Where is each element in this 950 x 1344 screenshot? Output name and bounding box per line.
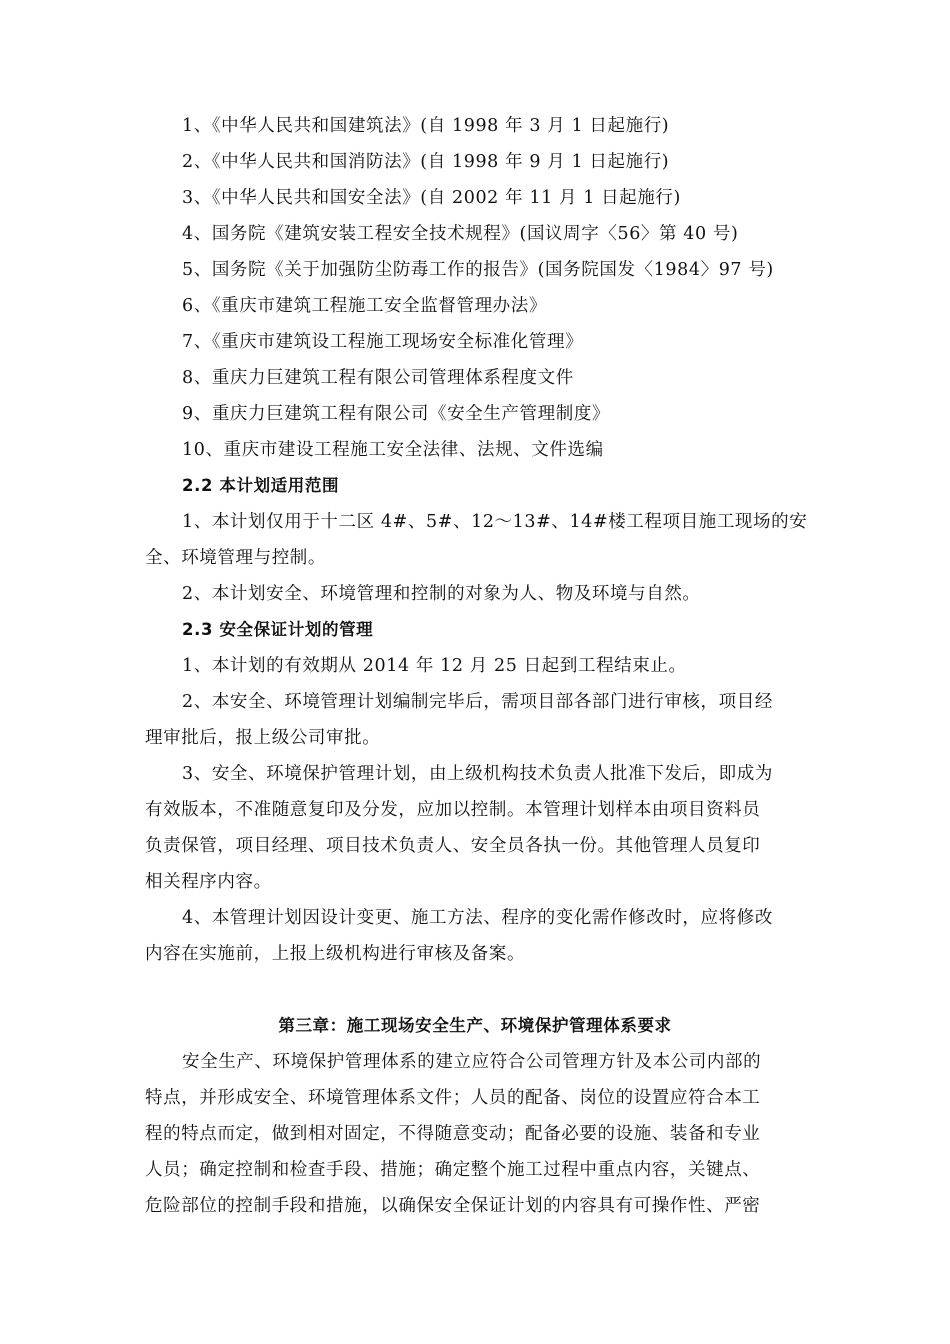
list-item: 6、《重庆市建筑工程施工安全监督管理办法》 [182, 296, 547, 316]
paragraph-line: 危险部位的控制手段和措施，以确保安全保证计划的内容具有可操作性、严密 [145, 1196, 761, 1216]
paragraph-line: 内容在实施前，上报上级机构进行审核及备案。 [145, 944, 526, 964]
paragraph-line: 程的特点而定，做到相对固定，不得随意变动；配备必要的设施、装备和专业 [145, 1124, 761, 1144]
paragraph-line: 2、本计划安全、环境管理和控制的对象为人、物及环境与自然。 [182, 584, 701, 604]
paragraph-line: 1、本计划仅用于十二区 4#、5#、12～13#、14#楼工程项目施工现场的安 [182, 512, 808, 532]
paragraph-line: 1、本计划的有效期从 2014 年 12 月 25 日起到工程结束止。 [182, 656, 687, 676]
list-item: 7、《重庆市建筑设工程施工现场安全标准化管理》 [182, 332, 584, 352]
section-heading: 2.3 安全保证计划的管理 [182, 620, 374, 639]
list-item: 10、重庆市建设工程施工安全法律、法规、文件选编 [182, 440, 604, 460]
list-item: 8、重庆力巨建筑工程有限公司管理体系程度文件 [182, 368, 574, 388]
paragraph-line: 全、环境管理与控制。 [145, 548, 326, 568]
paragraph-line: 4、本管理计划因设计变更、施工方法、程序的变化需作修改时，应将修改 [182, 908, 773, 928]
paragraph-line: 2、本安全、环境管理计划编制完毕后，需项目部各部门进行审核，项目经 [182, 692, 773, 712]
list-item: 5、国务院《关于加强防尘防毒工作的报告》(国务院国发〈1984〉97 号) [182, 260, 774, 280]
list-item: 9、重庆力巨建筑工程有限公司《安全生产管理制度》 [182, 404, 611, 424]
paragraph-line: 人员；确定控制和检查手段、措施；确定整个施工过程中重点内容，关键点、 [145, 1160, 761, 1180]
paragraph-line: 负责保管，项目经理、项目技术负责人、安全员各执一份。其他管理人员复印 [145, 836, 761, 856]
list-item: 1、《中华人民共和国建筑法》(自 1998 年 3 月 1 日起施行) [182, 116, 670, 136]
paragraph-line: 相关程序内容。 [145, 872, 272, 892]
paragraph-line: 3、安全、环境保护管理计划，由上级机构技术负责人批准下发后，即成为 [182, 764, 773, 784]
paragraph-line: 有效版本，不准随意复印及分发，应加以控制。本管理计划样本由项目资料员 [145, 800, 761, 820]
paragraph-line: 理审批后，报上级公司审批。 [145, 728, 381, 748]
list-item: 2、《中华人民共和国消防法》(自 1998 年 9 月 1 日起施行) [182, 152, 670, 172]
list-item: 3、《中华人民共和国安全法》(自 2002 年 11 月 1 日起施行) [182, 188, 681, 208]
section-heading: 2.2 本计划适用范围 [182, 476, 340, 495]
paragraph-line: 特点，并形成安全、环境管理体系文件；人员的配备、岗位的设置应符合本工 [145, 1088, 761, 1108]
chapter-title: 第三章：施工现场安全生产、环境保护管理体系要求 [278, 1016, 672, 1035]
list-item: 4、国务院《建筑安装工程安全技术规程》(国议周字〈56〉第 40 号) [182, 224, 739, 244]
paragraph-line: 安全生产、环境保护管理体系的建立应符合公司管理方针及本公司内部的 [182, 1052, 762, 1072]
